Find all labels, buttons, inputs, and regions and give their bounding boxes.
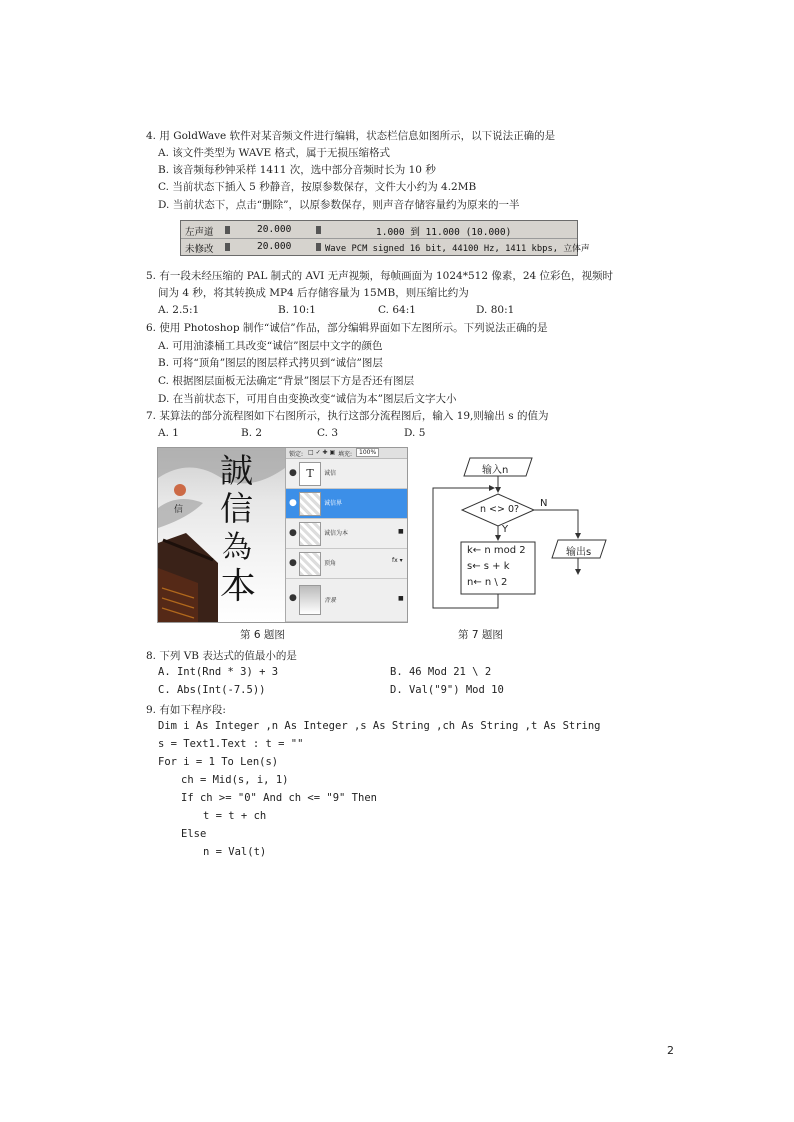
- status-marker-icon: [225, 243, 230, 251]
- code-line: Dim i As Integer ,n As Integer ,s As String ,ch As String ,t As String: [158, 720, 601, 732]
- layer-name: 背景: [324, 597, 337, 604]
- q7-option-a: A. 1: [158, 427, 179, 439]
- eye-icon[interactable]: ●: [289, 498, 297, 508]
- status-duration: 20.000: [257, 224, 292, 235]
- q7-option-c: C. 3: [317, 427, 339, 439]
- figure-7-caption: 第 7 题图: [458, 629, 503, 641]
- q4-option-a: A. 该文件类型为 WAVE 格式，属于无损压缩格式: [158, 147, 391, 159]
- lock-icon: ■: [398, 595, 404, 602]
- layer-name: 诚信: [324, 470, 337, 477]
- eye-icon[interactable]: ●: [289, 558, 297, 568]
- q8-option-c: C. Abs(Int(-7.5)): [158, 684, 266, 696]
- q4-stem: 4. 用 GoldWave 软件对某音频文件进行编辑，状态栏信息如图所示，以下说法正确的是: [146, 130, 556, 142]
- flow-input-label: 输入n: [482, 465, 509, 476]
- layer-name: 诚信为本: [324, 530, 349, 537]
- art-char-2: 信: [220, 489, 253, 528]
- layer-thumb: [299, 522, 321, 546]
- q7-option-d: D. 5: [404, 427, 426, 439]
- lock-icon: ■: [398, 528, 404, 535]
- q6-option-d: D. 在当前状态下，可用自由变换改变“诚信为本”图层后文字大小: [158, 393, 457, 405]
- q5-stem-line2: 间为 4 秒，将其转换成 MP4 后存储容量为 15MB，则压缩比约为: [158, 287, 469, 299]
- code-line: For i = 1 To Len(s): [158, 756, 279, 768]
- q4-option-b: B. 该音频每秒钟采样 1411 次，选中部分音频时长为 10 秒: [158, 164, 436, 176]
- q5-option-b: B. 10:1: [278, 304, 316, 316]
- q7-stem: 7. 某算法的部分流程图如下右图所示，执行这部分流程图后，输入 19,则输出 s 的值为: [146, 410, 549, 422]
- fx-icon[interactable]: fx ▾: [392, 557, 403, 564]
- q5-stem-line1: 5. 有一段未经压缩的 PAL 制式的 AVI 无声视频，每帧画面为 1024*512 像素，24 位彩色，视频时: [146, 270, 614, 282]
- code-line: ch = Mid(s, i, 1): [181, 774, 289, 786]
- status-selection: 1.000 到 11.000 (10.000): [376, 227, 512, 238]
- flow-condition-label: n <> 0?: [480, 504, 520, 515]
- art-char-4: 本: [220, 566, 257, 607]
- q5-option-a: A. 2.5:1: [158, 304, 200, 316]
- q6-stem: 6. 使用 Photoshop 制作“诚信”作品，部分编辑界面如下左图所示。下列说法正确的是: [146, 322, 548, 334]
- artwork-canvas: [158, 448, 285, 622]
- q8-option-a: A. Int(Rnd * 3) + 3: [158, 666, 279, 678]
- q6-option-a: A. 可用油漆桶工具改变“诚信”图层中文字的颜色: [158, 340, 383, 352]
- layer-row[interactable]: [286, 549, 408, 579]
- code-line: s = Text1.Text : t = "": [158, 738, 304, 750]
- layer-thumb: [299, 492, 321, 516]
- page-number: 2: [667, 1044, 674, 1057]
- lock-label: 锁定:: [289, 451, 304, 458]
- layer-name: 顶角: [324, 560, 337, 567]
- photoshop-screenshot: [157, 447, 408, 623]
- flow-step-1: k← n mod 2: [467, 545, 526, 556]
- flow-yes-label: Y: [502, 524, 509, 535]
- layer-thumb: [299, 585, 321, 615]
- flow-output-label: 输出s: [566, 547, 592, 558]
- q4-option-c: C. 当前状态下插入 5 秒静音，按原参数保存，文件大小约为 4.2MB: [158, 181, 477, 193]
- status-marker-icon: [225, 226, 230, 234]
- art-small-char: 信: [174, 505, 184, 515]
- opacity-field[interactable]: 100%: [356, 448, 379, 457]
- eye-icon[interactable]: ●: [289, 528, 297, 538]
- status-modified: 未修改: [185, 244, 214, 255]
- lock-icons[interactable]: □ ✓ ✚ ▣: [308, 449, 336, 456]
- layer-row[interactable]: [286, 579, 408, 622]
- status-row-1: [181, 222, 577, 239]
- q5-option-d: D. 80:1: [476, 304, 515, 316]
- status-channel: 左声道: [185, 227, 214, 238]
- code-line: n = Val(t): [203, 846, 267, 858]
- eye-icon[interactable]: ●: [289, 468, 297, 478]
- q8-option-b: B. 46 Mod 21 \ 2: [390, 666, 492, 678]
- q8-stem: 8. 下列 VB 表达式的值最小的是: [146, 650, 297, 662]
- art-char-3: 為: [222, 530, 252, 565]
- status-format: Wave PCM signed 16 bit, 44100 Hz, 1411 kbps, 立体声: [325, 244, 590, 254]
- flow-step-2: s← s + k: [467, 561, 510, 572]
- status-marker-icon: [316, 226, 321, 234]
- text-layer-thumb-icon: T: [299, 462, 321, 486]
- layers-panel: [285, 448, 408, 622]
- code-line: t = t + ch: [203, 810, 267, 822]
- layer-row[interactable]: [286, 519, 408, 549]
- q5-option-c: C. 64:1: [378, 304, 416, 316]
- figure-6-caption: 第 6 题图: [240, 629, 285, 641]
- q9-stem: 9. 有如下程序段:: [146, 704, 226, 716]
- flow-step-3: n← n \ 2: [467, 577, 508, 588]
- flow-no-label: N: [540, 498, 548, 509]
- eye-icon[interactable]: ●: [289, 593, 297, 603]
- status-position: 20.000: [257, 241, 292, 252]
- layer-thumb: [299, 552, 321, 576]
- code-line: If ch >= "0" And ch <= "9" Then: [181, 792, 377, 804]
- code-line: Else: [181, 828, 207, 840]
- status-row-2: [181, 239, 590, 255]
- q6-option-c: C. 根据图层面板无法确定“背景”图层下方是否还有图层: [158, 375, 415, 387]
- art-char-1: 誠: [220, 451, 253, 490]
- q8-option-d: D. Val("9") Mod 10: [390, 684, 504, 696]
- layer-row[interactable]: [286, 459, 408, 489]
- flowchart: [428, 452, 608, 618]
- seal-icon: [174, 484, 186, 496]
- layer-name: 诚信界: [324, 500, 343, 507]
- layers-toolbar: [286, 448, 408, 459]
- q4-option-d: D. 当前状态下，点击“删除”，以原参数保存，则声音存储容量约为原来的一半: [158, 199, 520, 211]
- layer-row-selected[interactable]: [286, 489, 408, 519]
- q7-option-b: B. 2: [241, 427, 263, 439]
- goldwave-status-bar: [180, 220, 590, 256]
- fill-label: 填充:: [338, 451, 353, 458]
- q6-option-b: B. 可将“顶角”图层的图层样式拷贝到“诚信”图层: [158, 357, 383, 369]
- status-marker-icon: [316, 243, 321, 251]
- flowchart-graphic: [428, 452, 608, 618]
